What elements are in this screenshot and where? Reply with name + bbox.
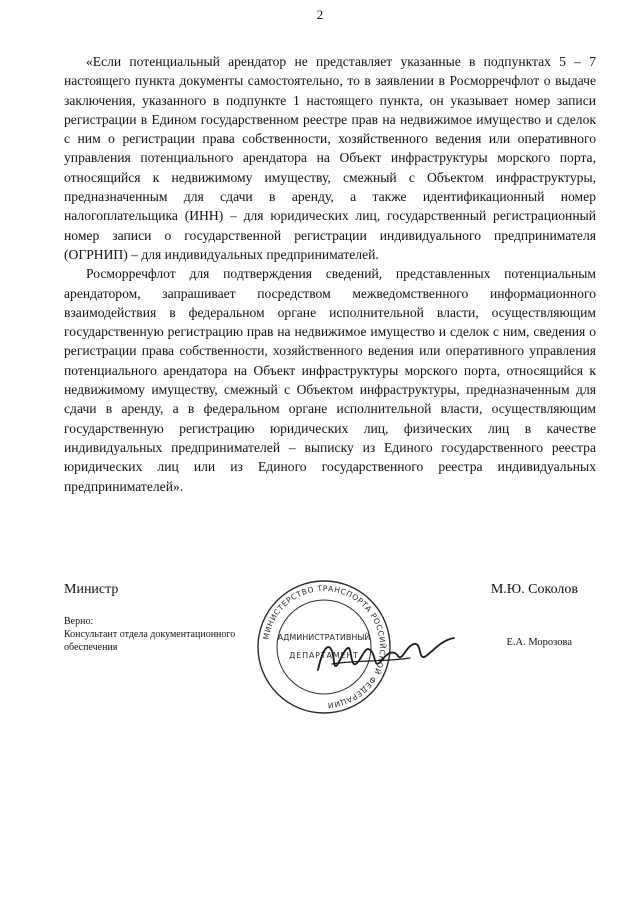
handwritten-signature — [314, 632, 464, 682]
stamp-line1: АДМИНИСТРАТИВНЫЙ — [277, 633, 371, 642]
stamp-line2: ДЕПАРТАМЕНТ — [289, 651, 359, 660]
paragraph: «Если потенциальный арендатор не представляет указанные в подпунктах 5 – 7 настоящего пункта документы самостоятельно, то в заявлении в Росморречфлот о выдаче заключения, указанного в подпункте 1 настоящего пункта, он указывает номер записи регистрации в Едином государственном реестре прав на недвижимое имущество и сделок с ним о регистрации права собственности, хозяйственного ведения или оперативного управления потенциального арендатора на Объект инфраструктуры морского порта, относящийся к недвижимому имуществу, смежный с Объектом инфраструктуры, предназначенным для сдачи в аренду, а также идентификационный номер налогоплательщика (ИНН) – для юридических лиц, государственный регистрационный номер записи о государственной регистрации индивидуального предпринимателя (ОГРНИП) – для индивидуальных предпринимателей. — [64, 54, 596, 262]
signatory-position: Министр — [64, 582, 119, 597]
certifier-title: Консультант отдела документационного — [64, 629, 236, 640]
verno-label: Верно: — [64, 616, 94, 627]
page-number: 2 — [316, 7, 324, 22]
document-body — [64, 52, 596, 496]
signature-block — [64, 577, 584, 717]
certifier-name: Е.А. Морозова — [506, 637, 572, 648]
signatory-name: М.Ю. Соколов — [490, 582, 578, 597]
stamp-ring-text: МИНИСТЕРСТВО ТРАНСПОРТА РОССИЙСКОЙ ФЕДЕРАЦИИ — [261, 583, 388, 710]
paragraph: Росморречфлот для подтверждения сведений, представленных потенциальным арендатором, запрашивает посредством межведомственного информационного взаимодействия в федеральном органе исполнительной власти, осуществляющим государственную регистрацию прав на недвижимое имущество и сделок с ним, сведения о регистрации права собственности, хозяйственного ведения или оперативного управления потенциального арендатора на Объект инфраструктуры морского порта, относящийся к недвижимому имуществу, смежный с Объектом инфраструктуры, предназначенным для сдачи в аренду, а в федеральном органе исполнительной власти, осуществляющим государственную регистрацию юридических лиц, физических лиц в качестве индивидуальных предпринимателей – выписку из Единого государственного реестра юридических лиц или из Единого государственного реестра индивидуальных предпринимателей». — [64, 266, 596, 494]
certification-note — [64, 615, 235, 654]
certifier-title-continued: обеспечения — [64, 642, 118, 653]
